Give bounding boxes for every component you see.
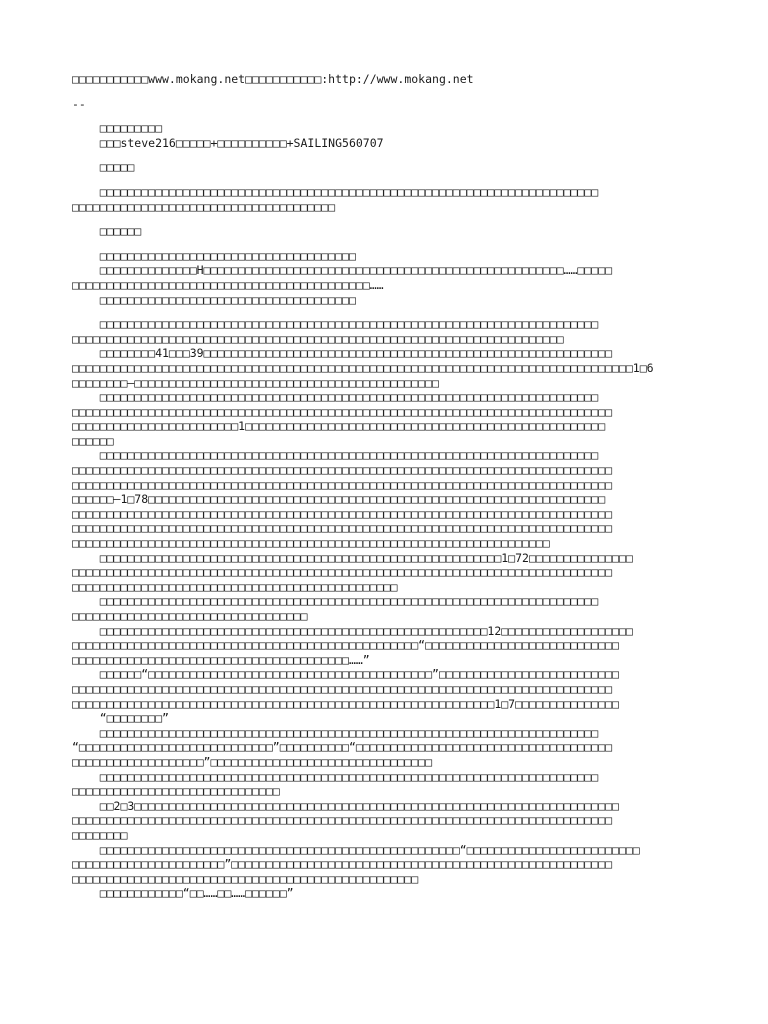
paragraph-line: □□□□□□□□□□□□□□□□□□□□□□□□□□□□□□□□□□□□□□□□□□□□□□□□□□□□□□□□□□□□□□□□□□□□□ [72, 536, 550, 551]
paragraph-line: □□□□□□□□□□□□□□□□□□□□□□□□□□□□□□ [72, 784, 280, 799]
paragraph-line: □□□□□□□□ [72, 827, 128, 842]
section-title-2: □□□□□□ [72, 224, 142, 239]
paragraph-line: □□□□□□□□□□□□□□□□□□□□□□□□□□□□□□□□□□□□□□□□□□□□□□□□□□□□□□□□□□□□□□□□□□□□□□□□□□□□□□ [72, 463, 613, 478]
meta-line-2: □□□steve216□□□□□+□□□□□□□□□□+SAILING560707 [72, 135, 384, 150]
meta-line-1: □□□□□□□□□ [72, 121, 163, 136]
paragraph-line: □□□□□□□□□□□□□□□□□□□□□□□□□□□□□□□□□□□□□□□□□□□□□□□□□□□□□□□□□□□□□□□□□□□□□□□□□□□□□□ [72, 565, 613, 580]
section-1-line: □□□□□□□□□□□□□□□□□□□□□□□□□□□□□□□□□□□□□□□□□□□□□□□□□□□□□□□□□□□□□□□□□□□□□□□□ [72, 184, 599, 199]
paragraph-line: □□□□□□□□□□□□□□□□□□□□□□□□□□□□□□□□□□□□□□□□□□□□□□□□□□□□□□□□□□1□72□□□□□□□□□□□□□□□ [72, 550, 633, 565]
paragraph-line: □□□□□□□□□□□□□□□□□□□□□□□□□□□□□□□□□□□□□□□□□□□□□□□□□□□□□□□□□□□□□□□□□□□□□□□□□□□□□□ [72, 404, 613, 419]
paragraph-line: □□2□3□□□□□□□□□□□□□□□□□□□□□□□□□□□□□□□□□□□□□□□□□□□□□□□□□□□□□□□□□□□□□□□□□□□□□□ [72, 798, 619, 813]
section-1-line: □□□□□□□□□□□□□□□□□□□□□□□□□□□□□□□□□□□□□□ [72, 199, 336, 214]
paragraph-line: □□□□□□□□□□□□□□□□□□□□□□□□□□□□□□□□□□□□□□□□□□□□□□□□□□□□□□□□□□□□□□□□□□□□□□□□ [72, 594, 599, 609]
paragraph-line: □□□□□□—1□78□□□□□□□□□□□□□□□□□□□□□□□□□□□□□□□□□□□□□□□□□□□□□□□□□□□□□□□□□□□□□□□□□□ [72, 492, 606, 507]
paragraph-line: □□□□□□□□□□□□□□□□□□□□□□□□□□□□□□□□□□□□□□□□□□□□□□□□□□□□□□□□□□□□□□□□□□□□□□□□ [72, 317, 599, 332]
paragraph-line: □□□□□□□□—□□□□□□□□□□□□□□□□□□□□□□□□□□□□□□□□□□□□□□□□□□□□ [72, 375, 439, 390]
paragraph-line: □□□□□□□□□□□□□□□□□□□□□□□□□□□□□□□□□□□□□□□□□□□□□□□□□□□□“□□□□□□□□□□□□□□□□□□□□□□□□□ [72, 842, 640, 857]
paragraph-line: □□□□□□□□□□□□□□□□□□□□□□□□□□□□□□□□□□□□□□□□……” [72, 652, 370, 667]
paragraph-line: □□□□□□□□□□□□□□□□□□□□□□□□□□□□□□□□□□□□□□□□□□□□□□□ [72, 579, 398, 594]
separator: -- [72, 96, 86, 111]
paragraph-line: □□□□□□□□□□□□□□□□□□□□□□□□□□□□□□□□□□□□□□□□□□□□□□□□□□□□□□□□□□□□□□□□□□□□□□□□□□□□□□ [72, 521, 613, 536]
paragraph-line: □□□□□□□□□□□□□□□□□□□□□□□□□□□□□□□□□□□□□□□□□□□□□□□□□□□□□□□□□□□□□□□□□□□□□□□□□□□□□□ [72, 813, 613, 828]
paragraph-line: □□□□□□ [72, 433, 114, 448]
paragraph-line: □□□□□□□□□□□□□□□□□□□□□□□□□□□□□□□□□□□□□□□□□□□□□□□□□□□□□□□□□□□□□1□7□□□□□□□□□□□□□□□ [72, 696, 619, 711]
paragraph-line: □□□□□□□□□□□□□□□□□□□□□□□□□□□□□□□□□□□□□□□□□□□□□□□□□□□□□□□□□□□□□□□□□□□□□□□ [72, 331, 564, 346]
paragraph-line: “□□□□□□□□” [72, 711, 169, 726]
paragraph-line: □□□□□□□□□□□□□□□□□□□□□□□□□□□□□□□□□□□□□□□□□□□□□□□□□□□□□□□□□□□□□□□□□□□□□□□□ [72, 448, 599, 463]
paragraph-line: □□□□□□□□□□□□□□□□□□□□□□□□□□□□□□□□□□□□□□□□□□□□□□□□□□□□□□□□□□□□□□□□□□□□□□□□ [72, 390, 599, 405]
paragraph-line: □□□□□□□□□□□□□□□□□□□”□□□□□□□□□□□□□□□□□□□□□□□□□□□□□□□□ [72, 754, 433, 769]
paragraph-line: □□□□□□□□□□□□□□H□□□□□□□□□□□□□□□□□□□□□□□□□□□□□□□□□□□□□□□□□□□□□□□□□□□□……□□□□□ [72, 263, 613, 278]
paragraph-line [72, 307, 704, 317]
paragraph-line: □□□□□□□□□□□□□□□□□□□□□□□□□□□□□□□□□□□□□ [72, 248, 356, 263]
paragraph-line: □□□□□□□□□□□□□□□□□□□□□□□□□□□□□□□□□□□□□□□□□□□□□□□□□□□□□□□□□□□□□□□□□□□□□□□□□□□□□□ [72, 681, 613, 696]
paragraph-line: □□□□□□□□□□□□□□□□□□□□□□□□□□□□□□□□□□□□□□□□□□□□□□□□□□□□□□□□12□□□□□□□□□□□□□□□□□□□ [72, 623, 633, 638]
body-text [72, 249, 704, 901]
paragraph-line: □□□□□□□□□□□□□□□□□□□□□□□□□□□□□□□□□□□□□□□□□□□…… [72, 277, 384, 292]
paragraph-line: □□□□□□□□□□□□□□□□□□□□□□”□□□□□□□□□□□□□□□□□□□□□□□□□□□□□□□□□□□□□□□□□□□□□□□□□□□□□□□ [72, 857, 613, 872]
paragraph-line: □□□□□□□□□□□□□□□□□□□□□□□□□□□□□□□□□□□□□□□□□□□□□□□□□□ [72, 871, 419, 886]
paragraph-line: □□□□□□□□□□□□□□□□□□□□□□□□□□□□□□□□□□□□□□□□□□□□□□□□□□□□□□□□□□□□□□□□□□□□□□□□□□□□□□ [72, 477, 613, 492]
paragraph-line: □□□□□□□□□□□□□□□□□□□□□□□□1□□□□□□□□□□□□□□□□□□□□□□□□□□□□□□□□□□□□□□□□□□□□□□□□□□□□ [72, 419, 606, 434]
paragraph-line: “□□□□□□□□□□□□□□□□□□□□□□□□□□□□”□□□□□□□□□□“□□□□□□□□□□□□□□□□□□□□□□□□□□□□□□□□□□□□□ [72, 740, 613, 755]
paragraph-line: □□□□□□□□□□□□□□□□□□□□□□□□□□□□□□□□□□□□□□□□□□□□□□□□□□□□□□□□□□□□□□□□□□□□□□□□ [72, 769, 599, 784]
paragraph-line: □□□□□□□□□□□□□□□□□□□□□□□□□□□□□□□□□□□□□ [72, 292, 356, 307]
paragraph-line: □□□□□□□□□□□□□□□□□□□□□□□□□□□□□□□□□□□□□□□□□□□□□□□□□□□□□□□□□□□□□□□□□□□□□□□□ [72, 725, 599, 740]
paragraph-line: □□□□□□□□□□□□□□□□□□□□□□□□□□□□□□□□□□□□□□□□□□□□□□□□□□□□□□□□□□□□□□□□□□□□□□□□□□□□□□□□□1□6 [72, 360, 654, 375]
paragraph-line: □□□□□□□□□□□□“□□……□□……□□□□□□” [72, 886, 294, 901]
paragraph-line: □□□□□□□□41□□□39□□□□□□□□□□□□□□□□□□□□□□□□□□□□□□□□□□□□□□□□□□□□□□□□□□□□□□□□□□□ [72, 346, 613, 361]
paragraph-line: □□□□□□□□□□□□□□□□□□□□□□□□□□□□□□□□□□□□□□□□□□□□□□□□□□“□□□□□□□□□□□□□□□□□□□□□□□□□□□□ [72, 638, 619, 653]
paragraph-line: □□□□□□□□□□□□□□□□□□□□□□□□□□□□□□□□□□ [72, 609, 308, 623]
section-title-1: □□□□□ [72, 160, 135, 175]
paragraph-line: □□□□□□“□□□□□□□□□□□□□□□□□□□□□□□□□□□□□□□□□□□□□□□□□”□□□□□□□□□□□□□□□□□□□□□□□□□□ [72, 667, 619, 682]
paragraph-line: □□□□□□□□□□□□□□□□□□□□□□□□□□□□□□□□□□□□□□□□□□□□□□□□□□□□□□□□□□□□□□□□□□□□□□□□□□□□□□ [72, 506, 613, 521]
source-line: □□□□□□□□□□□www.mokang.net□□□□□□□□□□□:http://www.mokang.net [72, 72, 474, 86]
